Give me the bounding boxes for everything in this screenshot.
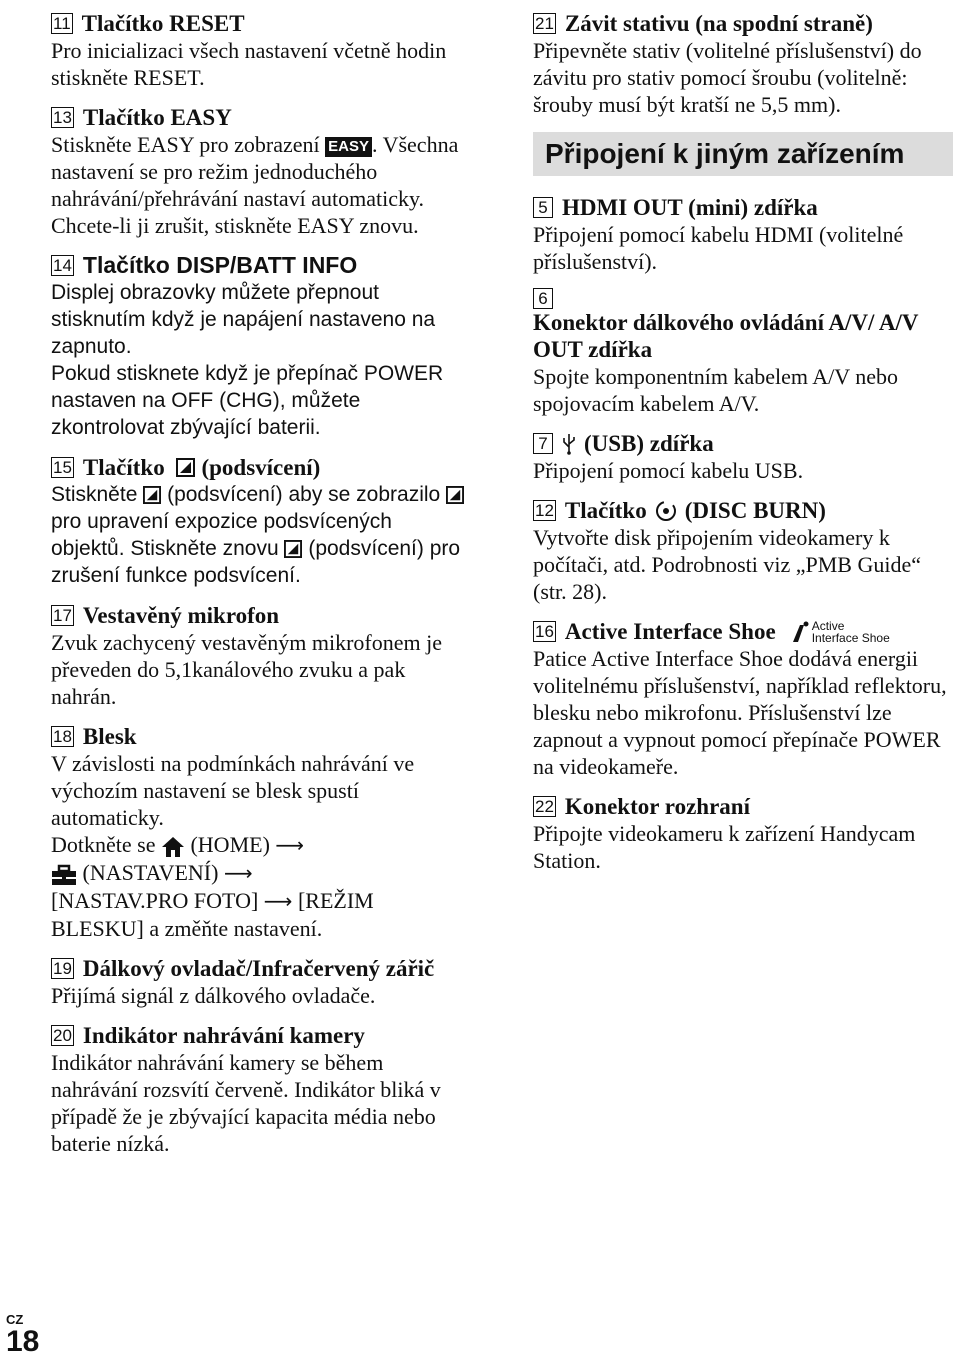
disc-burn-icon — [655, 500, 677, 522]
item-6 — [533, 288, 953, 417]
item-body: Připevněte stativ (volitelné příslušenství) do závitu pro stativ pomocí šroubu (volitelně: šrouby musí být kratší ne 5,5 mm). — [533, 38, 922, 117]
item-12 — [533, 497, 953, 605]
item-number: 21 — [535, 14, 554, 33]
body-text: (podsvícení) aby se zobrazilo — [167, 483, 441, 506]
item-title: Tlačítko RESET — [81, 11, 245, 36]
item-title: Blesk — [82, 724, 137, 749]
item-body: Připojení pomocí kabelu USB. — [533, 458, 804, 483]
item-body: Vytvořte disk připojením videokamery k počítači, atd. Podrobnosti viz „PMB Guide“ (str. 28). — [533, 525, 921, 604]
item-title: (podsvícení) — [201, 455, 321, 480]
item-title: (USB) zdířka — [584, 431, 714, 456]
usb-icon — [562, 433, 576, 455]
logo-text: Interface Shoe — [811, 630, 890, 645]
item-number: 19 — [53, 959, 72, 978]
left-column — [51, 10, 471, 1170]
backlight-icon — [176, 458, 195, 477]
body-text: (HOME) — [190, 832, 270, 857]
home-icon — [161, 836, 185, 858]
item-number: 18 — [53, 727, 72, 746]
item-11 — [51, 10, 471, 91]
item-number: 15 — [53, 458, 72, 477]
item-body: Připojte videokameru k zařízení Handycam Station. — [533, 821, 916, 873]
right-column — [533, 10, 953, 887]
language-code: CZ — [6, 1312, 24, 1327]
item-title: Závit stativu (na spodní straně) — [564, 11, 873, 36]
item-title: Dálkový ovladač/Infračervený zářič — [82, 956, 435, 981]
item-number: 17 — [53, 606, 72, 625]
body-text: [REŽIM BLESKU] a změňte nastavení. — [51, 888, 374, 941]
item-body: Zvuk zachycený vestavěným mikrofonem je převeden do 5,1kanálového zvuku a pak nahrán. — [51, 630, 442, 709]
active-interface-shoe-logo — [790, 620, 890, 644]
backlight-icon — [143, 486, 161, 504]
item-title: Tlačítko DISP/BATT INFO — [82, 252, 358, 278]
item-body: Připojení pomocí kabelu HDMI (volitelné příslušenství). — [533, 222, 904, 274]
settings-toolbox-icon — [51, 864, 77, 886]
item-number: 7 — [533, 433, 553, 454]
item-20 — [51, 1022, 471, 1157]
backlight-icon — [284, 540, 302, 558]
item-21 — [533, 10, 953, 118]
item-title: Konektor rozhraní — [564, 794, 750, 819]
item-15 — [51, 454, 471, 589]
item-number: 12 — [535, 501, 554, 520]
item-number: 13 — [53, 108, 72, 127]
item-number: 20 — [53, 1026, 72, 1045]
item-body: Patice Active Interface Shoe dodává energii volitelnému příslušenství, například reflektoru, blesku nebo mikrofonu. Příslušenství lze zapnout a vypnout pomocí přepínače POWER na videokameře. — [533, 646, 947, 779]
item-number: 22 — [535, 797, 554, 816]
logo-text: Active — [811, 618, 845, 633]
item-16 — [533, 618, 953, 780]
body-text: Dotkněte se — [51, 832, 156, 857]
item-17 — [51, 602, 471, 710]
item-body: Pro inicializaci všech nastavení včetně hodin stiskněte RESET. — [51, 38, 447, 90]
backlight-icon — [446, 486, 464, 504]
item-title: HDMI OUT (mini) zdířka — [562, 195, 818, 220]
item-title: Tlačítko — [82, 455, 165, 480]
item-body: Spojte komponentním kabelem A/V nebo spojovacím kabelem A/V. — [533, 364, 898, 416]
item-number: 16 — [535, 622, 554, 641]
item-14 — [51, 252, 471, 441]
body-paragraph: Displej obrazovky můžete přepnout stisknutím když je napájení nastaveno na zapnuto. — [51, 281, 436, 358]
item-7 — [533, 430, 953, 484]
easy-icon: EASY — [325, 137, 372, 157]
body-text: Stiskněte EASY pro zobrazení — [51, 132, 320, 157]
arrow-right-icon: ⟶ — [223, 861, 253, 885]
page-number: 18 — [6, 1325, 40, 1358]
item-number: 6 — [533, 288, 553, 309]
item-19 — [51, 955, 471, 1009]
item-body — [51, 750, 471, 942]
item-body — [51, 279, 471, 441]
body-text: [NASTAV.PRO FOTO] — [51, 888, 259, 913]
item-title: Tlačítko EASY — [82, 105, 232, 130]
item-title: Vestavěný mikrofon — [82, 603, 280, 628]
item-number: 5 — [533, 197, 553, 218]
item-title: Indikátor nahrávání kamery — [82, 1023, 365, 1048]
body-paragraph: Pokud stisknete když je přepínač POWER nastaven na OFF (CHG), můžete zkontrolovat zbývající baterii. — [51, 362, 444, 439]
body-paragraph: V závislosti na podmínkách nahrávání ve výchozím nastavení se blesk spustí automaticky. — [51, 751, 415, 830]
page-footer — [6, 1312, 39, 1357]
item-body — [51, 481, 471, 589]
item-body — [51, 131, 471, 239]
item-title: Active Interface Shoe — [564, 619, 776, 644]
item-22 — [533, 793, 953, 874]
body-text: (NASTAVENÍ) — [82, 860, 219, 885]
item-title: Konektor dálkového ovládání A/V/ A/V OUT zdířka — [533, 310, 919, 362]
body-text: Stiskněte — [51, 483, 138, 506]
logo-mark-icon — [790, 621, 812, 643]
item-18 — [51, 723, 471, 942]
arrow-right-icon: ⟶ — [263, 889, 293, 913]
section-heading: Připojení k jiným zařízením — [533, 132, 953, 176]
item-title: (DISC BURN) — [684, 498, 826, 523]
body-text: pro upravení expozice podsvícených objektů. Stiskněte znovu — [51, 510, 392, 560]
arrow-right-icon: ⟶ — [275, 833, 305, 857]
item-title: Tlačítko — [564, 498, 647, 523]
item-number: 11 — [53, 14, 71, 33]
body-text: (podsvícení) pro zrušení funkce podsvícení. — [51, 537, 461, 587]
item-5 — [533, 194, 953, 275]
item-body: Přijímá signál z dálkového ovladače. — [51, 983, 376, 1008]
item-number: 14 — [53, 256, 72, 275]
body-paragraph — [51, 831, 471, 942]
body-text: . Všechna nastavení se pro režim jednoduchého nahrávání/přehrávání nastaví automaticky. Chcete-li ji zrušit, stiskněte EASY znovu. — [51, 132, 459, 238]
item-body: Indikátor nahrávání kamery se během nahrávání rozsvítí červeně. Indikátor bliká v případě že je zbývající kapacita média nebo baterie nízká. — [51, 1050, 441, 1156]
item-13 — [51, 104, 471, 239]
